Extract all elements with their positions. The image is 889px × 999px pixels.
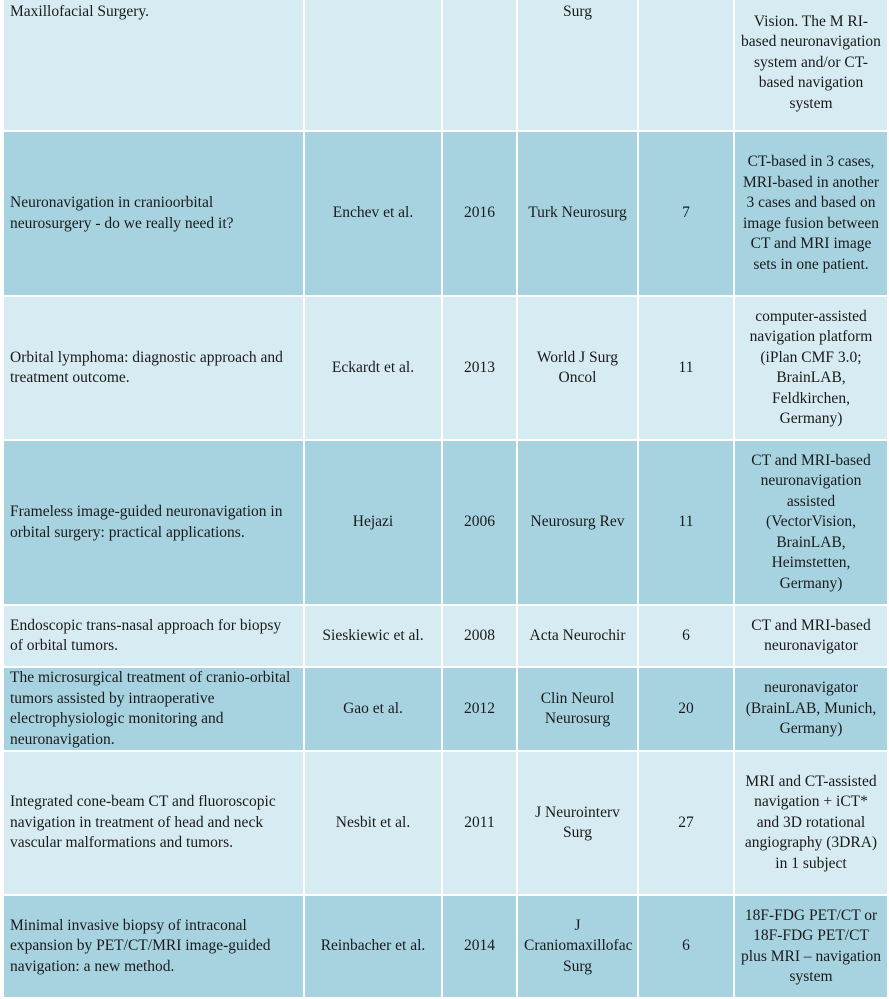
journal-cell: Acta Neurochir	[517, 605, 638, 667]
authors-cell: Sieskiewic et al.	[304, 605, 442, 667]
authors-cell: Eckardt et al.	[304, 296, 442, 440]
authors-cell: Hejazi	[304, 440, 442, 605]
literature-table	[2, 0, 889, 999]
table-row	[3, 131, 888, 296]
table-row	[3, 605, 888, 667]
journal-cell: J Craniomaxillofac Surg	[517, 895, 638, 998]
year-cell	[442, 0, 517, 131]
study-title-cell: Orbital lymphoma: diagnostic approach and treatment outcome.	[3, 296, 304, 440]
study-title-cell: Maxillofacial Surgery.	[3, 0, 304, 131]
navigation-cell: neuronavigator (BrainLAB, Munich, Germany)	[734, 667, 888, 751]
journal-cell: Surg	[517, 0, 638, 131]
study-title-cell: Integrated cone-beam CT and fluoroscopic navigation in treatment of head and neck vascular malformations and tumors.	[3, 751, 304, 895]
year-cell: 2008	[442, 605, 517, 667]
year-cell: 2011	[442, 751, 517, 895]
navigation-cell: computer-assisted navigation platform (iPlan CMF 3.0; BrainLAB, Feldkirchen, Germany)	[734, 296, 888, 440]
authors-cell	[304, 0, 442, 131]
authors-cell: Enchev et al.	[304, 131, 442, 296]
study-title-cell: Endoscopic trans-nasal approach for biopsy of orbital tumors.	[3, 605, 304, 667]
patients-cell: 6	[638, 895, 734, 998]
year-cell: 2013	[442, 296, 517, 440]
table-row	[3, 440, 888, 605]
patients-cell: 6	[638, 605, 734, 667]
navigation-cell: CT and MRI-based neuronavigation assisted (VectorVision, BrainLAB, Heimstetten, Germany)	[734, 440, 888, 605]
navigation-cell: 18F-FDG PET/CT or 18F-FDG PET/CT plus MRI – navigation system	[734, 895, 888, 998]
navigation-cell: MRI and CT-assisted navigation + iCT* and 3D rotational angiography (3DRA) in 1 subject	[734, 751, 888, 895]
navigation-cell: Vision. The M RI-based neuronavigation system and/or CT-based navigation system	[734, 0, 888, 131]
patients-cell: 11	[638, 440, 734, 605]
year-cell: 2012	[442, 667, 517, 751]
year-cell: 2006	[442, 440, 517, 605]
journal-cell: Turk Neurosurg	[517, 131, 638, 296]
journal-cell: World J Surg Oncol	[517, 296, 638, 440]
journal-cell: Neurosurg Rev	[517, 440, 638, 605]
journal-cell: Clin Neurol Neurosurg	[517, 667, 638, 751]
patients-cell: 27	[638, 751, 734, 895]
journal-cell: J Neurointerv Surg	[517, 751, 638, 895]
table-row	[3, 667, 888, 751]
study-title-cell: Frameless image-guided neuronavigation in orbital surgery: practical applications.	[3, 440, 304, 605]
year-cell: 2014	[442, 895, 517, 998]
navigation-cell: CT and MRI-based neuronavigator	[734, 605, 888, 667]
navigation-cell: CT-based in 3 cases, MRI-based in another 3 cases and based on image fusion between CT and MRI image sets in one patient.	[734, 131, 888, 296]
patients-cell: 11	[638, 296, 734, 440]
study-title-cell: Minimal invasive biopsy of intraconal expansion by PET/CT/MRI image-guided navigation: a new method.	[3, 895, 304, 998]
study-title-cell: The microsurgical treatment of cranio-orbital tumors assisted by intraoperative electrophysiologic monitoring and neuronavigation.	[3, 667, 304, 751]
authors-cell: Gao et al.	[304, 667, 442, 751]
table-row	[3, 895, 888, 998]
authors-cell: Reinbacher et al.	[304, 895, 442, 998]
table-row	[3, 751, 888, 895]
year-cell: 2016	[442, 131, 517, 296]
patients-cell: 7	[638, 131, 734, 296]
table-row	[3, 296, 888, 440]
patients-cell: 20	[638, 667, 734, 751]
patients-cell	[638, 0, 734, 131]
table-row	[3, 0, 888, 131]
study-title-cell: Neuronavigation in cranioorbital neurosurgery - do we really need it?	[3, 131, 304, 296]
authors-cell: Nesbit et al.	[304, 751, 442, 895]
